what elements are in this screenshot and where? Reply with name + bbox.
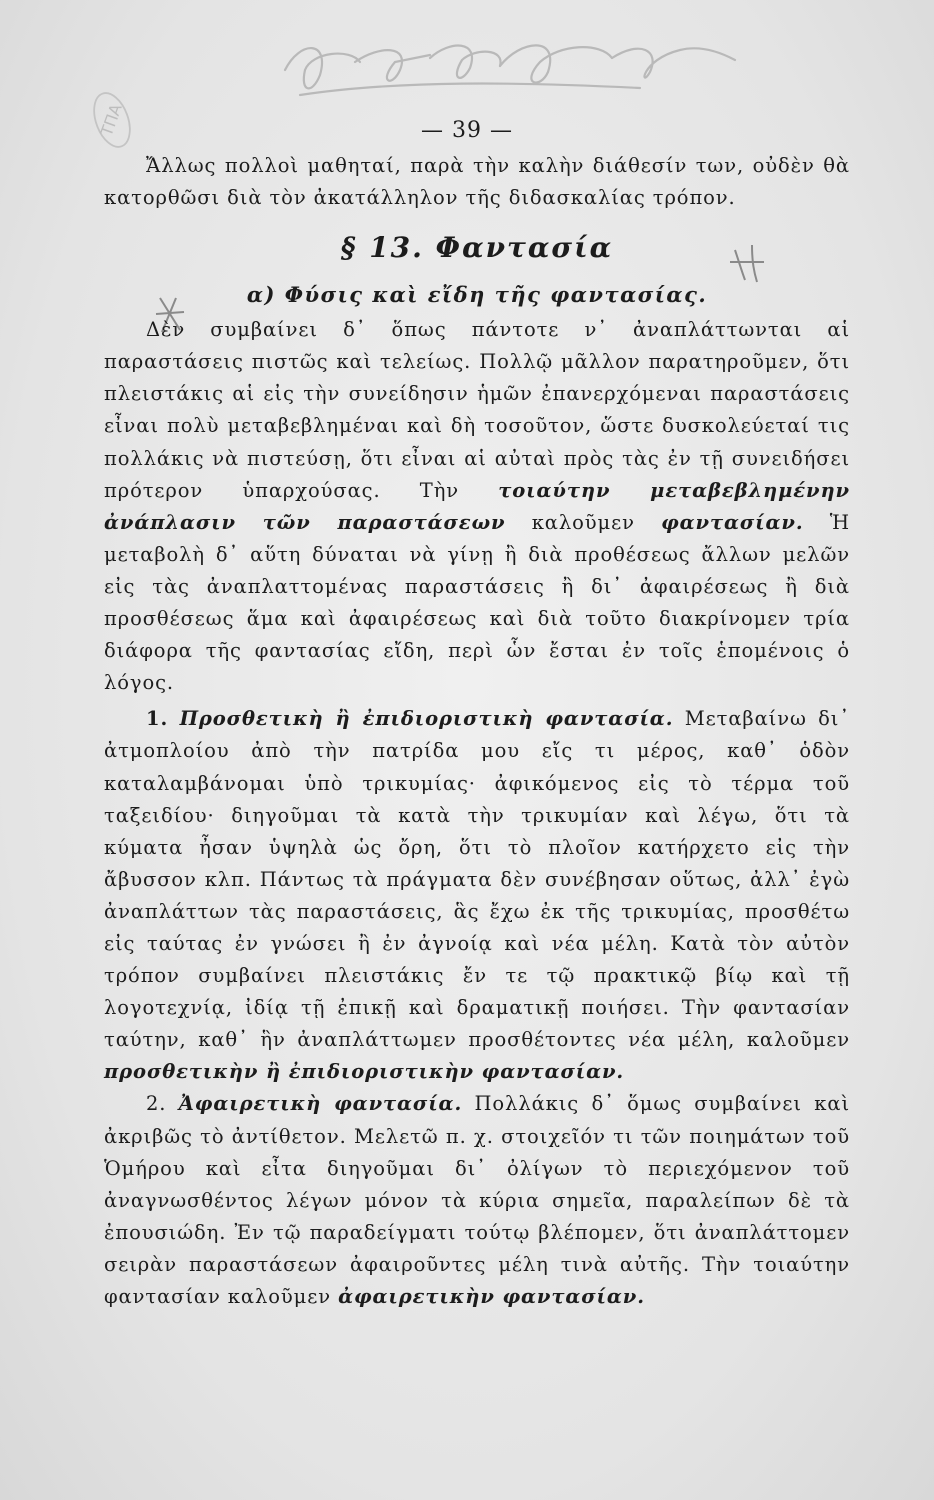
emphasis-text: φαντασίαν. [661, 510, 804, 534]
section-title: Φαντασία [435, 231, 614, 265]
svg-text:ΤΠΑ: ΤΠΑ [96, 101, 126, 139]
emphasis-text: ἀφαιρετικὴν φαντασίαν. [338, 1285, 645, 1308]
paragraph-nature-of-imagination [104, 314, 850, 699]
subsection-heading [104, 278, 850, 312]
paragraph-text: Δὲν συμβαίνει δ᾽ ὅπως πάντοτε ν᾽ ἀναπλάττωνται αἱ παραστάσεις πιστῶς καὶ τελείως. Πολλῷ μᾶλλον παρατηροῦμεν, ὅτι πλειστάκις αἱ εἰς τὴν συνείδησιν ἡμῶν ἐπανερχόμεναι παραστάσεις εἶναι πολὺ μεταβεβλημέναι καὶ δὴ τοσοῦτον, ὥστε δυσκολεύεταί τις πολλάκις νὰ πιστεύσῃ, ὅτι εἶναι αἱ αὐταὶ πρὸς τὰς ἐν τῇ συνειδήσει πρότερον ὑπαρχούσας. Τὴν [104, 318, 850, 502]
emphasis-text: προσθετικὴν ἢ ἐπιδιοριστικὴν φαντασίαν. [104, 1060, 625, 1084]
item-number: 1. [146, 707, 169, 731]
paragraph-text: Πολλάκις δ᾽ ὅμως συμβαίνει καὶ ἀκριβῶς τὸ ἀντίθετον. Μελετῶ π. χ. στοιχεῖόν τι τῶν ποιημάτων τοῦ Ὁμήρου καὶ εἶτα διηγοῦμαι δι᾽ ὀλίγων τὸ περιεχόμενον τοῦ ἀναγνωσθέντος λέγων μόνον τὰ κύρια σημεῖα, παραλείπων δὲ τὰ ἐπουσιώδη. Ἐν τῷ παραδείγματι τούτῳ βλέπομεν, ὅτι ἀναπλάττομεν σειρὰν παραστάσεων ἀφαιροῦντες μέλη τινὰ αὐτῆς. Τὴν τοιαύτην φαντασίαν καλοῦμεν [104, 1092, 851, 1308]
subsection-label: α) [246, 282, 276, 308]
item-title: Προσθετικὴ ἢ ἐπιδιοριστικὴ φαντασία. [179, 707, 674, 731]
page-body [104, 150, 850, 1313]
paragraph-text: Μεταβαίνω δι᾽ ἀτμοπλοίου ἀπὸ τὴν πατρίδα μου εἴς τι μέρος, καθ᾽ ὁδὸν καταλαμβάνομαι ὑπὸ τρικυμίας· ἀφικόμενος εἰς τὸ τέρμα τοῦ ταξειδίου· διηγοῦμαι τὰ κατὰ τὴν τρικυμίαν καὶ λέγω, ὅτι τὰ κύματα ἦσαν ὑψηλὰ ὡς ὄρη, ὅτι τὸ πλοῖον κατήρχετο εἰς τὴν ἄβυσσον κλπ. Πάντως τὰ πράγματα δὲν συνέβησαν οὕτως, ἀλλ᾽ ἐγὼ ἀναπλάττων τὰς παραστάσεις, ἃς ἔχω ἐκ τῆς τρικυμίας, προσθέτω εἰς ταύτας ἐν γνώσει ἢ ἐν ἀγνοίᾳ καὶ νέα μέλη. Κατὰ τὸν αὐτὸν τρόπον συμβαίνει πλειστάκις ἔν τε τῷ πρακτικῷ βίῳ καὶ τῇ λογοτεχνίᾳ, ἰδίᾳ τῇ ἐπικῇ καὶ δραματικῇ ποιήσει. Τὴν φαντασίαν ταύτην, καθ᾽ ἣν ἀναπλάττωμεν προσθέτοντες νέα μέλη, καλοῦμεν [104, 707, 850, 1052]
paragraph-text: Ἡ μεταβολὴ δ᾽ αὕτη δύναται νὰ γίνῃ ἢ διὰ προθέσεως ἄλλων μελῶν εἰς τὰς ἀναπλαττομένας παραστάσεις ἢ δι᾽ ἀφαιρέσεως ἢ διὰ προσθέσεως ἅμα καὶ ἀφαιρέσεως καὶ διὰ τοῦτο διακρίνομεν τρία διάφορα τῆς φαντασίας εἴδη, περὶ ὧν ἔσται ἐν τοῖς ἑπομένοις ὁ λόγος. [104, 510, 851, 695]
item-title: Ἀφαιρετικὴ φαντασία. [178, 1092, 463, 1116]
section-symbol: § 13. [340, 231, 424, 265]
section-heading [104, 228, 850, 268]
intro-paragraph: Ἄλλως πολλοὶ μαθηταί, παρὰ τὴν καλὴν διάθεσίν των, οὐδὲν θὰ κατορθῶσι διὰ τὸν ἀκατάλληλον τῆς διδασκαλίας τρόπον. [104, 154, 850, 210]
subsection-title: Φύσις καὶ εἴδη τῆς φαντασίας. [284, 282, 708, 308]
paragraph-text: καλοῦμεν [531, 510, 635, 534]
emphasis-text: τοιαύτην μεταβεβλημένην ἀνάπλασιν τῶν παραστάσεων [104, 478, 850, 534]
page-number: — 39 — [421, 118, 513, 143]
item-number: 2. [146, 1092, 167, 1116]
item-subtractive-imagination [104, 1088, 850, 1313]
item-additive-imagination [104, 703, 850, 1088]
